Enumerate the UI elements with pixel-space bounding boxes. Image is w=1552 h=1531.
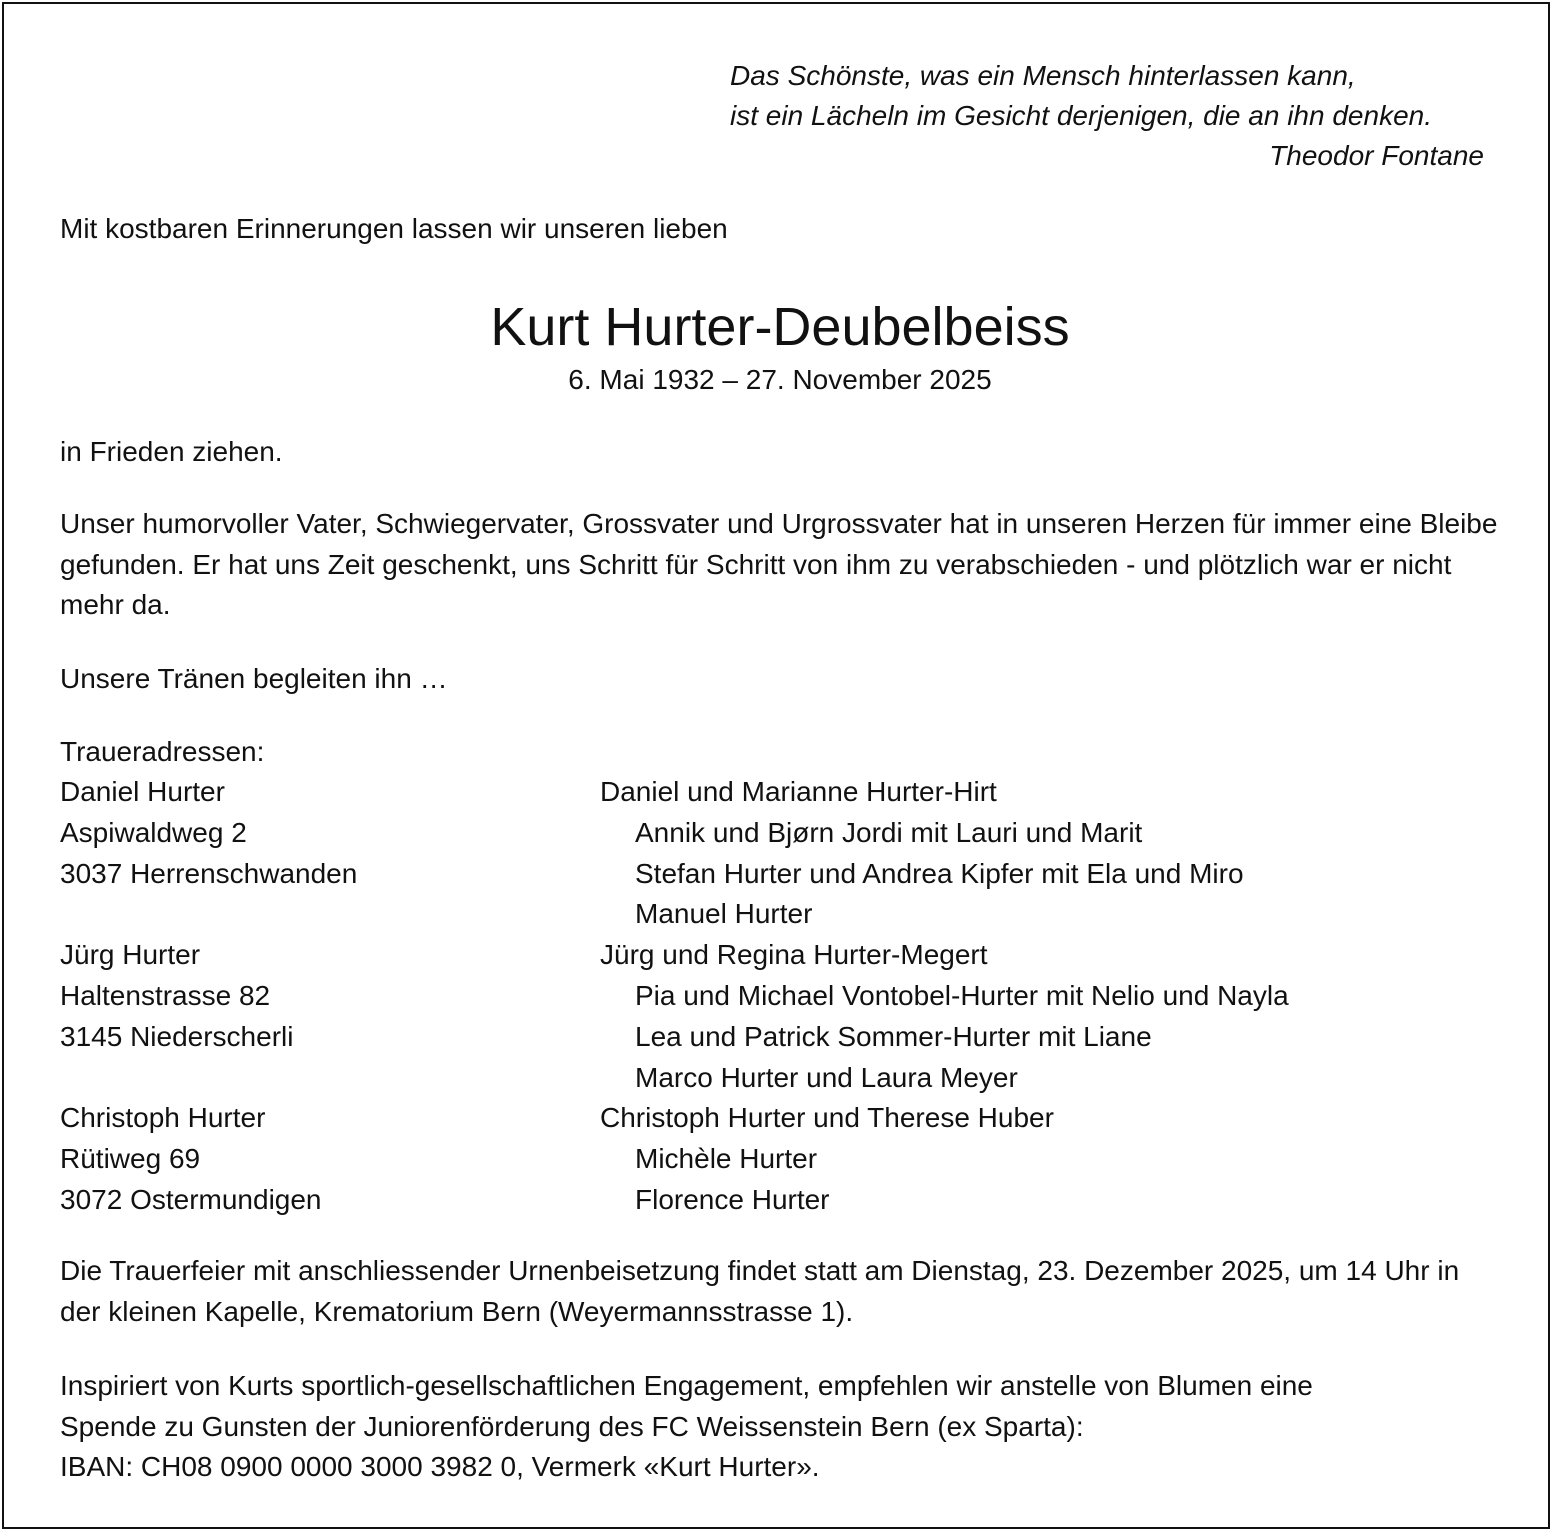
donation-paragraph (60, 1366, 1500, 1488)
quote-line-2: ist ein Lächeln im Gesicht derjenigen, die an ihn denken. (730, 100, 1432, 131)
mourner-family-head: Christoph Hurter und Therese Huber (600, 1102, 1054, 1134)
address-line: Aspiwaldweg 2 (60, 816, 247, 848)
donation-line-1: Inspiriert von Kurts sportlich-gesellschaftlichen Engagement, empfehlen wir anstelle von Blumen eine (60, 1370, 1313, 1401)
address-spacer (60, 1058, 357, 1099)
mourner-entry: Pia und Michael Vontobel-Hurter mit Nelio und Nayla (635, 979, 1289, 1011)
tribute-paragraph: Unser humorvoller Vater, Schwiegervater, Grossvater und Urgrossvater hat in unseren Herzen für immer eine Bleibe gefunden. Er hat uns Zeit geschenkt, uns Schritt für Schritt von ihm zu verabschieden - und plötzlich war er nicht mehr da. (60, 508, 1498, 620)
intro-text: Mit kostbaren Erinnerungen lassen wir unseren lieben (60, 213, 728, 244)
mourner-family-head: Jürg und Regina Hurter-Megert (600, 939, 988, 971)
address-line: 3145 Niederscherli (60, 1020, 294, 1052)
epigraph-quote (730, 56, 1490, 176)
donation-iban-line: IBAN: CH08 0900 0000 3000 3982 0, Vermerk «Kurt Hurter». (60, 1451, 820, 1482)
mourner-entry: Michèle Hurter (635, 1143, 818, 1175)
address-line: Jürg Hurter (60, 939, 201, 971)
mourner-entry: Marco Hurter und Laura Meyer (635, 1061, 1018, 1093)
mourning-addresses (60, 772, 357, 1221)
tears-paragraph: Unsere Tränen begleiten ihn … (60, 663, 448, 694)
outro-text: in Frieden ziehen. (60, 436, 283, 467)
life-dates: 6. Mai 1932 – 27. November 2025 (568, 364, 992, 395)
mourner-entry: Annik und Bjørn Jordi mit Lauri und Marit (635, 816, 1143, 848)
obituary-notice (2, 2, 1550, 1529)
address-line: 3072 Ostermundigen (60, 1183, 322, 1215)
mourners-list (600, 772, 1289, 1221)
mourner-family-head: Daniel und Marianne Hurter-Hirt (600, 776, 997, 807)
addresses-heading: Traueradressen: (60, 736, 265, 767)
address-line: Daniel Hurter (60, 776, 225, 807)
deceased-name: Kurt Hurter-Deubelbeiss (490, 297, 1070, 357)
address-spacer (60, 894, 357, 935)
mourner-entry: Stefan Hurter und Andrea Kipfer mit Ela und Miro (635, 857, 1244, 889)
quote-line-1: Das Schönste, was ein Mensch hinterlassen kann, (730, 60, 1356, 91)
donation-line-2: Spende zu Gunsten der Juniorenförderung des FC Weissenstein Bern (ex Sparta): (60, 1410, 1084, 1442)
address-line: Haltenstrasse 82 (60, 979, 271, 1011)
address-line: Christoph Hurter (60, 1102, 266, 1134)
funeral-info-paragraph: Die Trauerfeier mit anschliessender Urnenbeisetzung findet statt am Dienstag, 23. Dezember 2025, um 14 Uhr in der kleinen Kapelle, Krematorium Bern (Weyermannsstrasse 1). (60, 1255, 1460, 1327)
mourner-entry: Florence Hurter (635, 1183, 830, 1215)
mourner-entry: Lea und Patrick Sommer-Hurter mit Liane (635, 1020, 1152, 1052)
address-line: 3037 Herrenschwanden (60, 857, 358, 889)
quote-author: Theodor Fontane (1269, 140, 1484, 171)
mourner-entry: Manuel Hurter (635, 898, 813, 930)
address-line: Rütiweg 69 (60, 1143, 201, 1175)
